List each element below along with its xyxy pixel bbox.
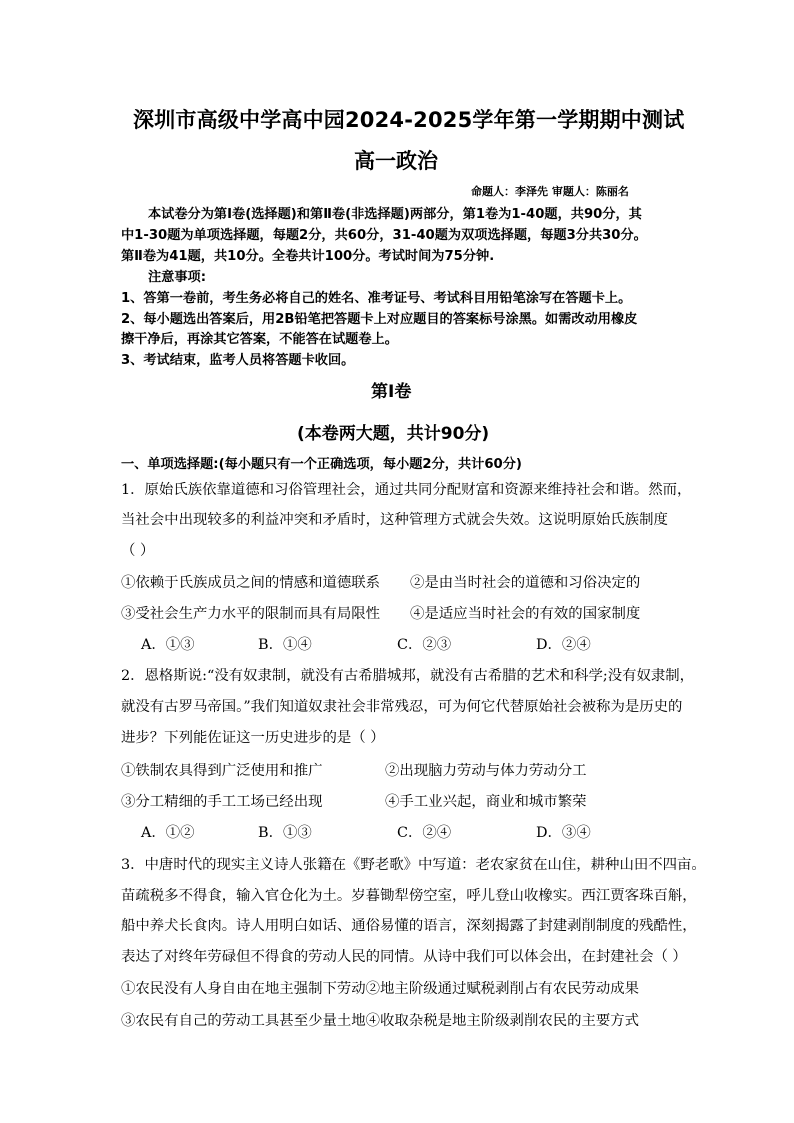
question-1-item-1: ①依赖于氏族成员之间的情感和道德联系 bbox=[121, 575, 381, 591]
question-2-item-1: ①铁制农具得到广泛使用和推广 bbox=[121, 763, 323, 779]
volume-heading: 第Ⅰ卷 bbox=[371, 382, 412, 402]
note-2b: 擦干净后，再涂其它答案，不能答在试题卷上。 bbox=[121, 332, 398, 347]
question-2-choice-a[interactable]: A．①② bbox=[141, 825, 195, 841]
question-3-line-4: 表达了对终年劳碌但不得食的劳动人民的同情。从诗中我们可以体会出，在封建社会（ ） bbox=[121, 949, 687, 965]
instructions-line-3: 第Ⅱ卷为41题，共10分。全卷共计100分。考试时间为75分钟. bbox=[121, 249, 495, 264]
question-2-item-4: ④手工业兴起，商业和城市繁荣 bbox=[385, 794, 587, 810]
question-2-item-2: ②出现脑力劳动与体力劳动分工 bbox=[385, 763, 587, 779]
question-2-item-3: ③分工精细的手工工场已经出现 bbox=[121, 794, 323, 810]
question-2-choice-b[interactable]: B．①③ bbox=[258, 825, 312, 841]
question-1-choice-a[interactable]: A．①③ bbox=[141, 637, 195, 653]
question-1-item-4: ④是适应当时社会的有效的国家制度 bbox=[410, 606, 641, 622]
exam-authors: 命题人：李泽先 审题人：陈丽名 bbox=[471, 185, 629, 198]
question-3-items-row-2: ③农民有自己的劳动工具甚至少量土地④收取杂税是地主阶级剥削农民的主要方式 bbox=[121, 1013, 640, 1029]
question-1-item-3: ③受社会生产力水平的限制而具有局限性 bbox=[121, 606, 381, 622]
question-2-line-3: 进步？下列能佐证这一历史进步的是（ ） bbox=[121, 730, 385, 746]
volume-description: (本卷两大题，共计90分) bbox=[297, 424, 490, 444]
question-2-choice-c[interactable]: C．②④ bbox=[397, 825, 452, 841]
question-3-items-row-1: ①农民没有人身自由在地主强制下劳动②地主阶级通过赋税剥削占有农民劳动成果 bbox=[121, 981, 640, 997]
question-1-line-1: 1．原始氏族依靠道德和习俗管理社会，通过共同分配财富和资源来维持社会和谐。然而， bbox=[121, 482, 692, 498]
instructions-line-1: 本试卷分为第Ⅰ卷(选择题)和第Ⅱ卷(非选择题)两部分，第1卷为1-40题，共90分，其 bbox=[148, 207, 642, 222]
question-1-choice-b[interactable]: B．①④ bbox=[258, 637, 312, 653]
part-title: 一、单项选择题:(每小题只有一个正确选项，每小题2分，共计60分) bbox=[121, 457, 522, 472]
note-3: 3、考试结束，监考人员将答题卡收回。 bbox=[121, 353, 355, 368]
question-2-line-1: 2．恩格斯说:“没有奴隶制，就没有古希腊城邦，就没有古希腊的艺术和科学;没有奴隶制， bbox=[121, 668, 695, 684]
question-3-line-2: 苗疏税多不得食，输入官仓化为土。岁暮锄犁傍空室，呼儿登山收橡实。西江贾客珠百斛， bbox=[121, 888, 697, 904]
question-1-line-2: 当社会中出现较多的利益冲突和矛盾时，这种管理方式就会失效。这说明原始氏族制度 bbox=[121, 512, 668, 528]
question-3-line-3: 船中养犬长食肉。诗人用明白如话、通俗易懂的语言，深刻揭露了封建剥削制度的残酷性， bbox=[121, 918, 697, 934]
question-1-choice-d[interactable]: D．②④ bbox=[536, 637, 591, 653]
question-1-item-2: ②是由当时社会的道德和习俗决定的 bbox=[410, 575, 641, 591]
exam-title: 深圳市高级中学高中园2024-2025学年第一学期期中测试 bbox=[133, 108, 685, 132]
note-2a: 2、每小题选出答案后，用2B铅笔把答题卡上对应题目的答案标号涂黑。如需改动用橡皮 bbox=[121, 312, 638, 327]
question-2-line-2: 就没有古罗马帝国。”我们知道奴隶社会非常残忍，可为何它代替原始社会被称为是历史的 bbox=[121, 699, 683, 715]
question-3-line-1: 3．中唐时代的现实主义诗人张籍在《野老歌》中写道：老农家贫在山住，耕种山田不四亩。 bbox=[121, 857, 706, 873]
question-1-line-3: （ ） bbox=[121, 543, 155, 559]
note-1: 1、答第一卷前，考生务必将自己的姓名、准考证号、考试科目用铅笔涂写在答题卡上。 bbox=[121, 291, 632, 306]
question-1-choice-c[interactable]: C．②③ bbox=[397, 637, 452, 653]
instructions-line-2: 中1-30题为单项选择题，每题2分，共60分，31-40题为双项选择题，每题3分共30分。 bbox=[121, 228, 647, 243]
question-2-choice-d[interactable]: D．③④ bbox=[536, 825, 591, 841]
exam-subtitle: 高一政治 bbox=[354, 149, 438, 173]
notes-title: 注意事项: bbox=[148, 270, 207, 285]
